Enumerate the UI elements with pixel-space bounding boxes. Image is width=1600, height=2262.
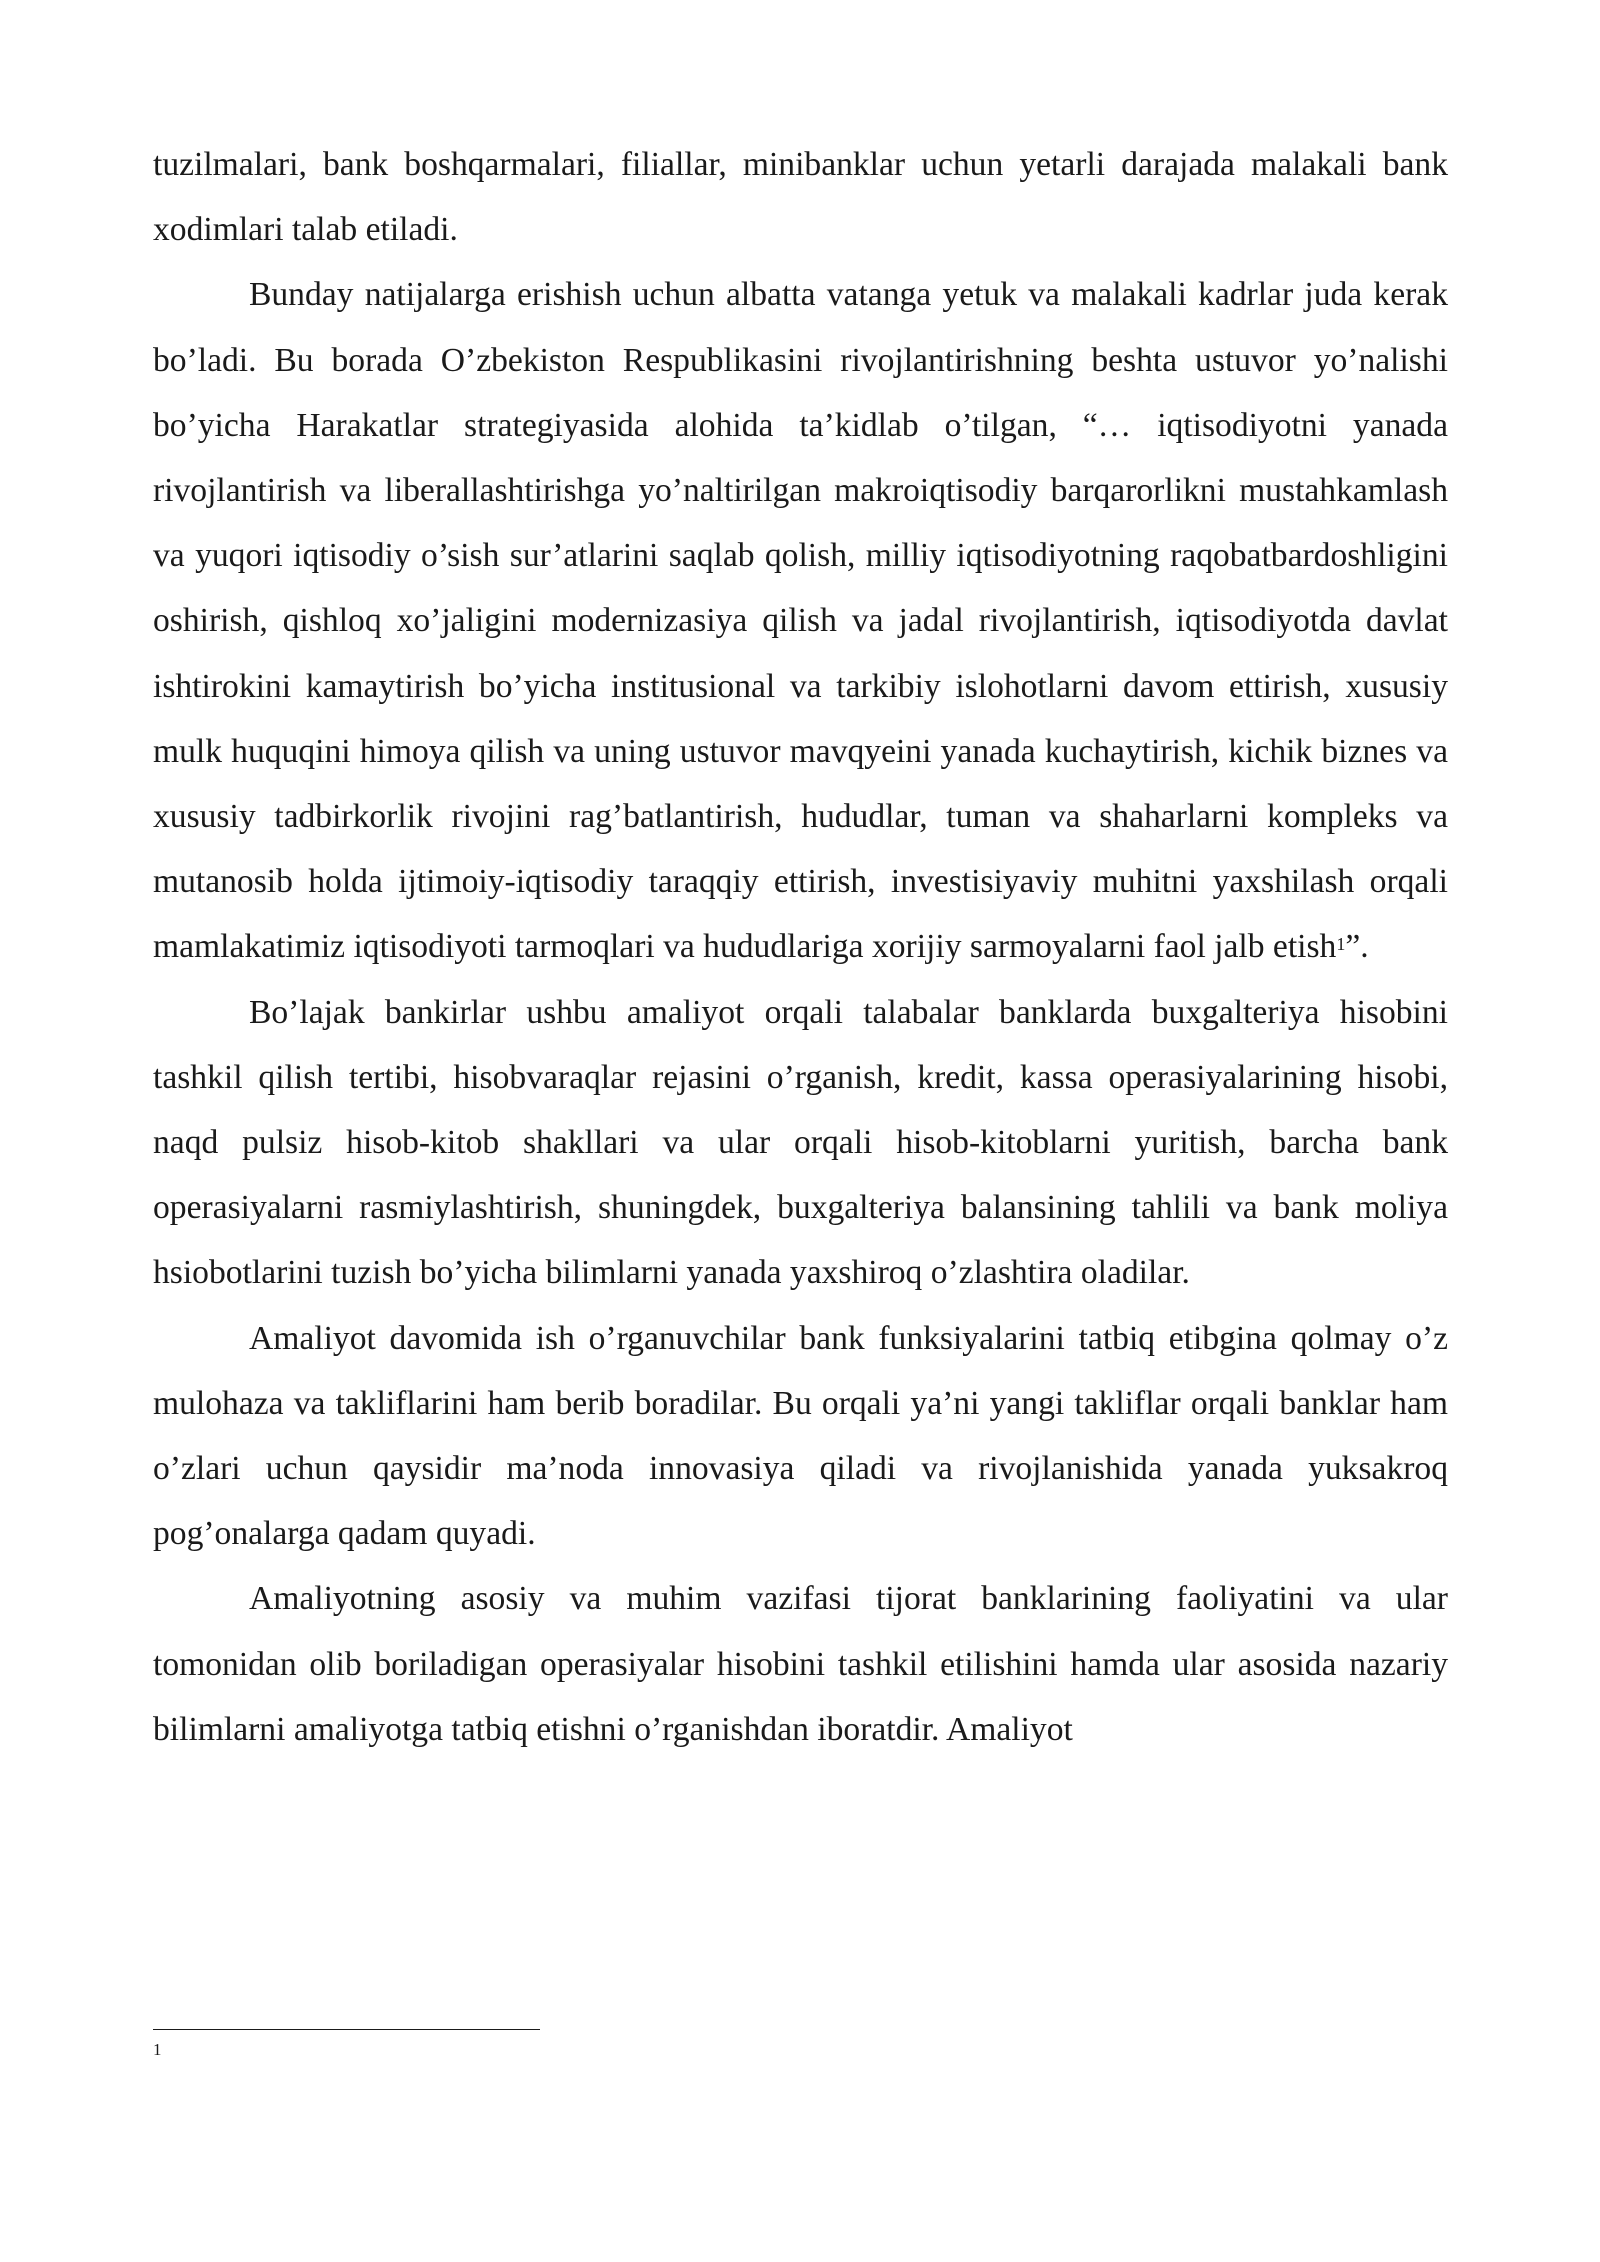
footnote-reference[interactable]: 1 (1336, 934, 1346, 955)
paragraph-2-text: Bunday natijalarga erishish uchun albatta vatanga yetuk va malakali kadrlar juda kerak bo’ladi. Bu borada O’zbekiston Respublikasini rivojlantirishning beshta ustuvor yo’nalishi bo’yicha Harakatlar strategiyasida alohida ta’kidlab o’tilgan, “… iqtisodiyotni yanada rivojlantirish va liberallashtirishga yo’naltirilgan makroiqtisodiy barqarorlikni mustahkamlash va yuqori iqtisodiy o’sish sur’atlarini saqlab qolish, milliy iqtisodiyotning raqobatbardoshligini oshirish, qishloq xo’jaligini modernizasiya qilish va jadal rivojlantirish, iqtisodiyotda davlat ishtirokini kamaytirish bo’yicha institusional va tarkibiy islohotlarni davom ettirish, xususiy mulk huquqini himoya qilish va uning ustuvor mavqyeini yanada kuchaytirish, kichik biznes va xususiy tadbirkorlik rivojini rag’batlantirish, hududlar, tuman va shaharlarni kompleks va mutanosib holda ijtimoiy-iqtisodiy taraqqiy ettirish, investisiyaviy muhitni yaxshilash orqali mamlakatimiz iqtisodiyoti tarmoqlari va hududlariga xorijiy sarmoyalarni faol jalb etish (153, 276, 1448, 966)
footnote-separator (153, 2029, 540, 2030)
paragraph-3: Bo’lajak bankirlar ushbu amaliyot orqali talabalar banklarda buxgalteriya hisobini tashkil qilish tertibi, hisobvaraqlar rejasini o’rganish, kredit, kassa operasiyalarining hisobi, naqd pulsiz hisob-kitob shakllari va ular orqali hisob-kitoblarni yuritish, barcha bank operasiyalarni rasmiylashtirish, shuningdek, buxgalteriya balansining tahlili va bank moliya hsiobotlarini tuzish bo’yicha bilimlarni yanada yaxshiroq o’zlashtira oladilar. (153, 993, 1448, 1292)
paragraph-2-tail: ”. (1345, 928, 1369, 966)
paragraph-5: Amaliyotning asosiy va muhim vazifasi tijorat banklarining faoliyatini va ular tomonidan olib boriladigan operasiyalar hisobini tashkil etilishini hamda ular asosida nazariy bilimlarni amaliyotga tatbiq etishni o’rganishdan iboratdir. Amaliyot (153, 1580, 1448, 1748)
footnote-mark: 1 (153, 2040, 162, 2059)
document-body (153, 132, 1448, 1762)
paragraph-2 (153, 262, 1448, 979)
paragraph-4: Amaliyot davomida ish o’rganuvchilar bank funksiyalarini tatbiq etibgina qolmay o’z mulohaza va takliflarini ham berib boradilar. Bu orqali ya’ni yangi takliflar orqali banklar ham o’zlari uchun qaysidir ma’noda innovasiya qiladi va rivojlanishida yanada yuksakroq pog’onalarga qadam quyadi. (153, 1319, 1448, 1553)
paragraph-1: tuzilmalari, bank boshqarmalari, filiallar, minibanklar uchun yetarli darajada malakali bank xodimlari talab etiladi. (153, 146, 1448, 249)
